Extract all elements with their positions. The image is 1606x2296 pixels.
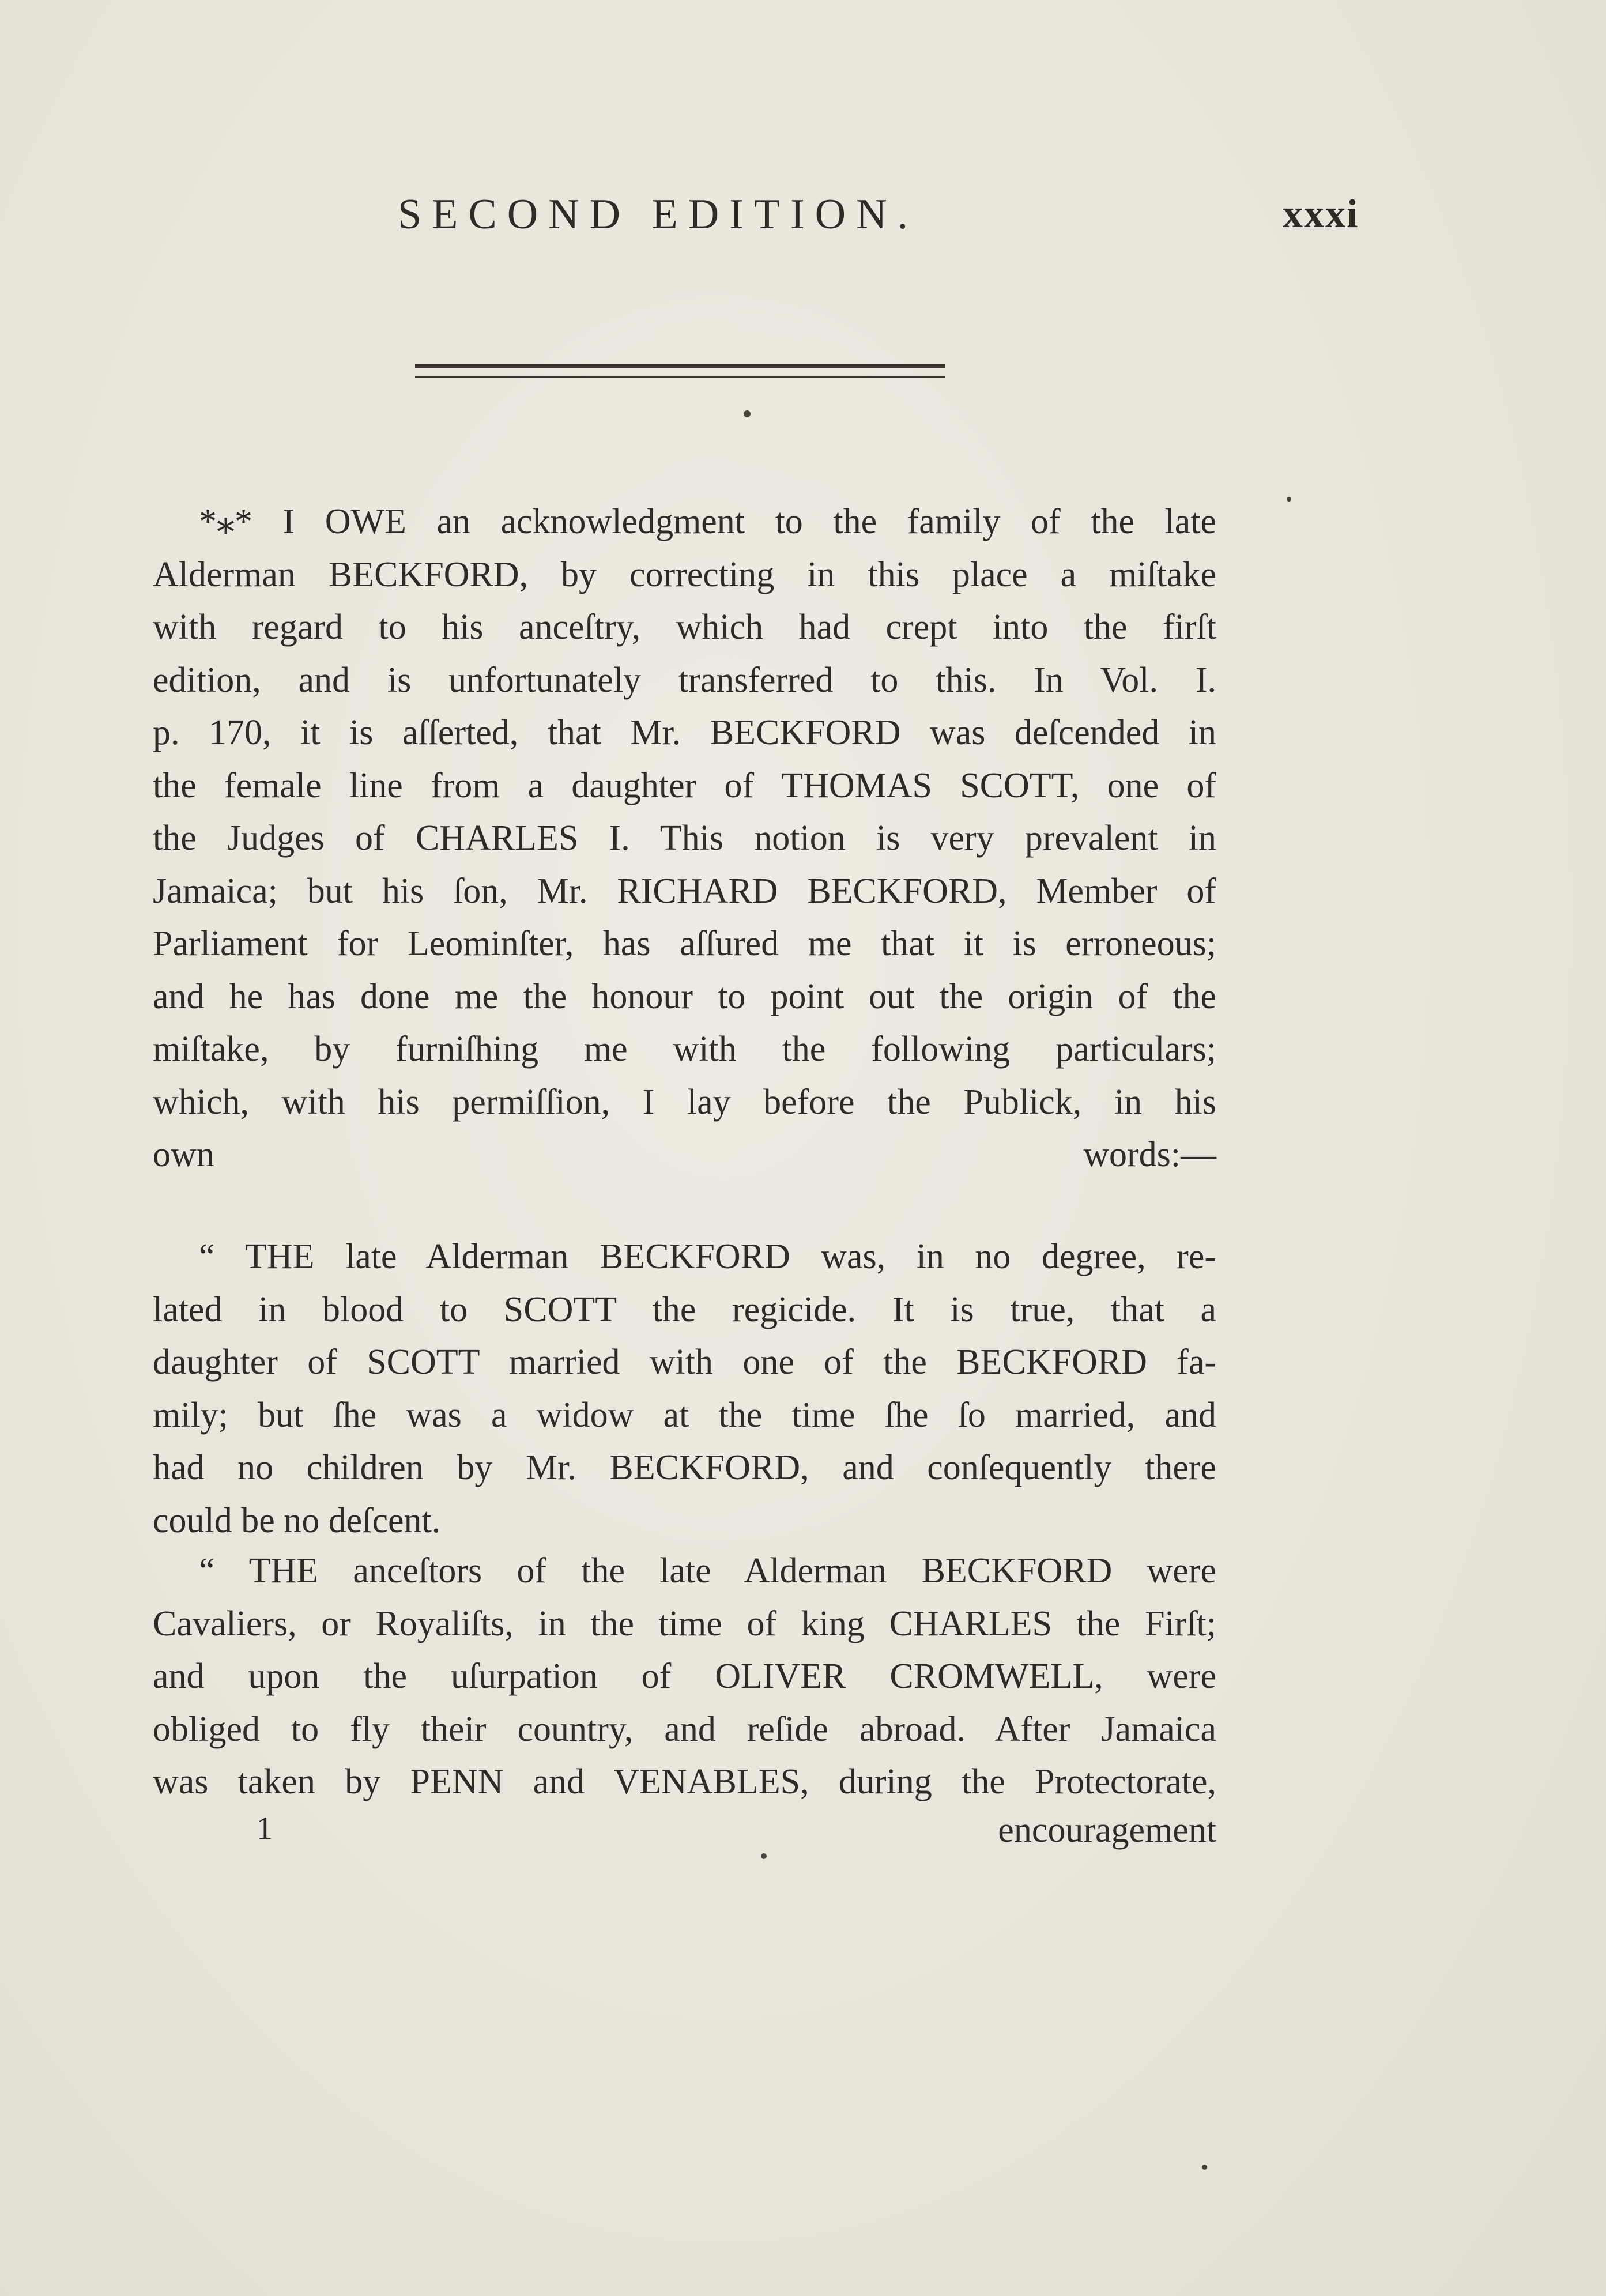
line-text: and upon the uſurpation of OLIVER CROMWELL, were [153,1657,1216,1696]
line-text: lated in blood to SCOTT the regicide. It is true, that a [153,1290,1216,1329]
text-line [153,1650,1216,1703]
ink-speck [1287,497,1291,502]
line-text: daughter of SCOTT married with one of the BECKFORD fa- [153,1343,1216,1382]
text-line [153,1389,1216,1442]
text-line [153,1336,1216,1389]
line-text: Cavaliers, or Royaliſts, in the time of king CHARLES the Firſt; [153,1604,1216,1643]
text-line [153,654,1216,707]
line-text: own words:— [153,1135,1216,1174]
line-text: p. 170, it is aſſerted, that Mr. BECKFORD was deſcended in [153,713,1216,752]
ink-speck [761,1853,767,1859]
signature-mark: 1 [257,1811,273,1846]
text-line [153,707,1216,760]
paragraph-quote-1 [153,1231,1216,1547]
line-text: *⁎* I OWE an acknowledgment to the family of the late [199,502,1216,541]
text-line [153,601,1216,654]
line-text: could be no deſcent. [153,1500,441,1540]
text-line [153,1129,1216,1182]
text-line [153,1545,1216,1598]
line-text: Jamaica; but his ſon, Mr. RICHARD BECKFORD, Member of [153,871,1216,911]
ink-speck [1202,2165,1207,2170]
text-line [153,549,1216,602]
text-line [153,760,1216,813]
page-header [0,190,1606,248]
text-line [153,1284,1216,1337]
line-text: “ THE anceſtors of the late Alderman BECKFORD were [199,1551,1216,1590]
text-line [153,1495,1216,1548]
text-line [153,1023,1216,1076]
paragraph-quote-2 [153,1545,1216,1809]
line-text: which, with his permiſſion, I lay before the Publick, in his [153,1082,1216,1122]
ink-speck [744,410,751,417]
page-footer [153,1810,1216,1863]
text-line [153,1703,1216,1756]
text-line [153,1442,1216,1495]
header-rule-thin [415,376,945,378]
page-number: xxxi [1283,192,1359,236]
line-text: and he has done me the honour to point out the origin of the [153,977,1216,1016]
text-line [153,812,1216,865]
line-text: edition, and is unfortunately transferred to this. In Vol. I. [153,660,1216,700]
line-text: with regard to his anceſtry, which had crept into the firſt [153,608,1216,647]
line-text: mily; but ſhe was a widow at the time ſhe ſo married, and [153,1395,1216,1435]
text-line [153,865,1216,918]
text-line [153,918,1216,971]
line-text: had no children by Mr. BECKFORD, and conſequently there [153,1448,1216,1487]
line-text: obliged to fly their country, and reſide abroad. After Jamaica [153,1709,1216,1749]
line-text: was taken by PENN and VENABLES, during the Protectorate, [153,1762,1216,1801]
header-rule-thick [415,364,945,368]
line-text: “ THE late Alderman BECKFORD was, in no degree, re- [199,1237,1216,1276]
text-line [153,1182,1216,1235]
paragraph-note [153,496,1216,1234]
line-text: miſtake, by furniſhing me with the following particulars; [153,1030,1216,1069]
text-line [153,971,1216,1024]
line-text: the Judges of CHARLES I. This notion is very prevalent in [153,819,1216,858]
line-text: Alderman BECKFORD, by correcting in this place a miſtake [153,555,1216,594]
text-line [153,1598,1216,1651]
line-text: Parliament for Leominſter, has aſſured me that it is erroneous; [153,924,1216,963]
running-head: SECOND EDITION. [398,191,919,238]
text-line [153,1756,1216,1809]
text-line [153,1231,1216,1284]
text-line [153,496,1216,549]
line-text: the female line from a daughter of THOMAS SCOTT, one of [153,766,1216,805]
catchword: encouragement [998,1811,1216,1850]
text-line [153,1076,1216,1129]
